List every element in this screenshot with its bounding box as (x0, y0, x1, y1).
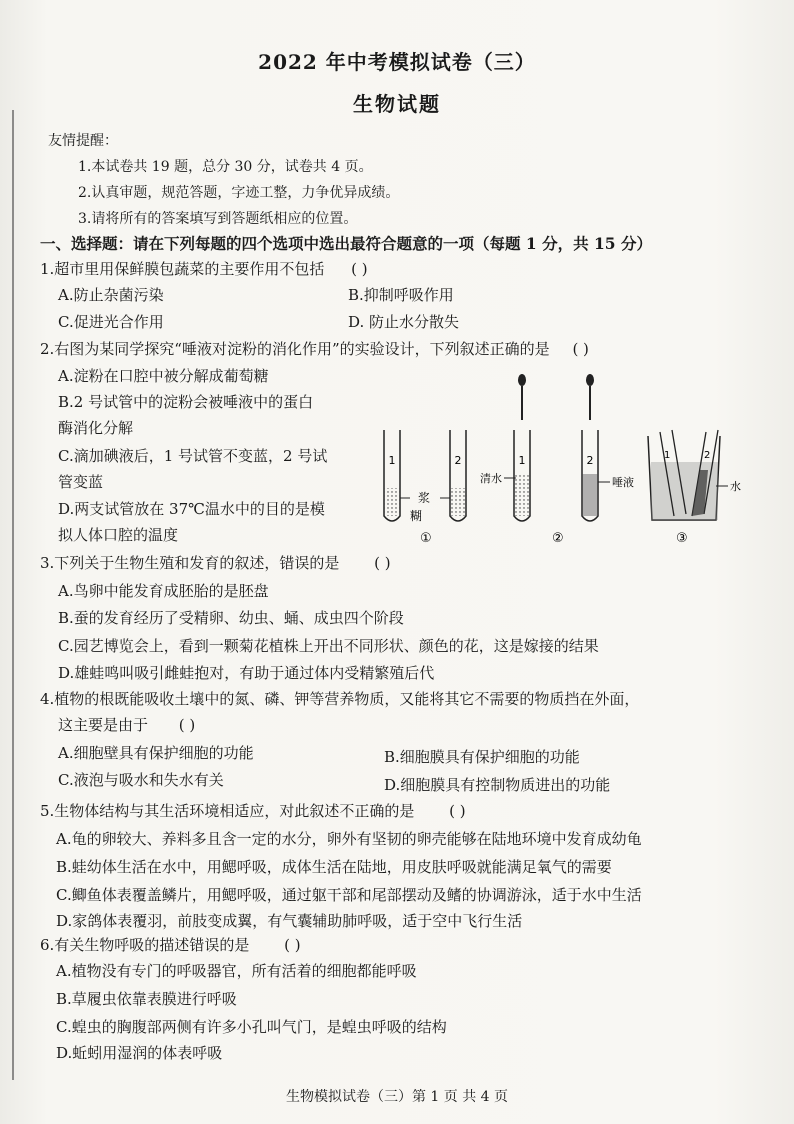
dropper-step2-tube2 (586, 374, 594, 420)
test-tube-2-step1 (450, 430, 466, 521)
question-text: 5.生物体结构与其生活环境相适应，对此叙述不正确的是 (40, 802, 415, 820)
q2-option-d-cont: 拟人体口腔的温度 (58, 526, 179, 544)
q2-option-d: D.两支试管放在 37℃温水中的目的是模 (58, 500, 325, 518)
q2-option-a: A.淀粉在口腔中被分解成葡萄糖 (58, 367, 269, 385)
q3-option-a: A.鸟卵中能发育成胚胎的是胚盘 (58, 582, 269, 600)
q4-option-a: A.细胞壁具有保护细胞的功能 (58, 744, 254, 762)
tube-number: 2 (586, 454, 594, 467)
exam-title: 2022 年中考模拟试卷（三） (258, 50, 536, 74)
label-water: 清水 (480, 472, 502, 485)
q2-option-c-cont: 管变蓝 (58, 473, 104, 491)
section-heading: 一、选择题：请在下列每题的四个选项中选出最符合题意的一项（每题 1 分，共 15 分） (40, 234, 652, 253)
experiment-figure (370, 370, 750, 550)
answer-parenthesis: ( ) (284, 936, 301, 954)
label-paste: 糊 (410, 509, 423, 523)
q6-option-d: D.蚯蚓用湿润的体表呼吸 (56, 1044, 223, 1062)
tube-number: 1 (388, 454, 396, 467)
q1-option-a: A.防止杂菌污染 (58, 286, 164, 304)
q5-option-d: D.家鸽体表覆羽，前肢变成翼，有气囊辅助肺呼吸，适于空中飞行生活 (56, 912, 523, 930)
tube-number: 1 (664, 450, 671, 461)
label-saliva: 唾液 (612, 476, 634, 489)
q1-option-d: D. 防止水分散失 (348, 313, 460, 331)
page-footer: 生物模拟试卷（三）第 1 页 共 4 页 (285, 1089, 509, 1105)
question-1-stem (40, 258, 368, 279)
q4-option-c: C.液泡与吸水和失水有关 (58, 771, 224, 789)
question-text: 6.有关生物呼吸的描述错误的是 (40, 936, 250, 954)
label-paste: 浆 (418, 491, 431, 505)
question-3-stem (40, 552, 391, 573)
q2-option-c: C.滴加碘液后，1 号试管不变蓝，2 号试 (58, 447, 328, 465)
answer-parenthesis: ( ) (449, 802, 466, 820)
q5-option-b: B.蛙幼体生活在水中，用鳃呼吸，成体生活在陆地，用皮肤呼吸就能满足氧气的需要 (56, 858, 612, 876)
q5-option-c: C.鲫鱼体表覆盖鳞片，用鳃呼吸，通过躯干部和尾部摆动及鳍的协调游泳，适于水中生活 (56, 886, 642, 904)
q5-option-a: A.龟的卵较大、养料多且含一定的水分，卵外有坚韧的卵壳能够在陆地环境中发育成幼龟 (56, 830, 642, 848)
binding-edge-line (12, 110, 14, 1080)
q3-option-d: D.雄蛙鸣叫吸引雌蛙抱对，有助于通过体内受精繁殖后代 (58, 664, 435, 682)
exam-subtitle: 生物试题 (353, 92, 441, 116)
answer-parenthesis: ( ) (572, 340, 589, 358)
step-1-marker: ① (420, 531, 432, 546)
water-bath-beaker (648, 430, 741, 520)
q4-option-b: B.细胞膜具有保护细胞的功能 (384, 748, 580, 766)
notes-heading: 友情提醒： (48, 133, 118, 149)
q3-option-c: C.园艺博览会上，看到一颗菊花植株上开出不同形状、颜色的花，这是嫁接的结果 (58, 637, 599, 655)
q6-option-b: B.草履虫依靠表膜进行呼吸 (56, 990, 237, 1008)
q6-option-c: C.蝗虫的胸腹部两侧有许多小孔叫气门，是蝗虫呼吸的结构 (56, 1018, 447, 1036)
dropper-step2-tube1 (518, 374, 526, 420)
question-6-stem (40, 934, 301, 955)
q1-option-b: B.抑制呼吸作用 (348, 286, 454, 304)
q6-option-a: A.植物没有专门的呼吸器官，所有活着的细胞都能呼吸 (56, 962, 417, 980)
question-text: 2.右图为某同学探究“唾液对淀粉的消化作用”的实验设计，下列叙述正确的是 (40, 340, 550, 358)
notes-item: 1.本试卷共 19 题，总分 30 分，试卷共 4 页。 (78, 159, 373, 175)
question-4-stem-cont (58, 714, 195, 735)
tube-number: 2 (704, 450, 711, 461)
answer-parenthesis: ( ) (351, 260, 368, 278)
q2-option-b: B.2 号试管中的淀粉会被唾液中的蛋白 (58, 393, 314, 411)
question-4-stem: 4.植物的根既能吸收土壤中的氮、磷、钾等营养物质，又能将其它不需要的物质挡在外面， (40, 690, 640, 708)
test-tube-1-step2 (514, 430, 530, 521)
answer-parenthesis: ( ) (374, 554, 391, 572)
label-warm-water: 水 (730, 480, 741, 493)
tube-number: 1 (518, 454, 526, 467)
test-tube-1-step1 (384, 430, 400, 521)
q3-option-b: B.蚕的发育经历了受精卵、幼虫、蛹、成虫四个阶段 (58, 609, 404, 627)
question-5-stem (40, 800, 466, 821)
notes-item: 2.认真审题，规范答题，字迹工整，力争优异成绩。 (78, 185, 400, 201)
tube-number: 2 (454, 454, 462, 467)
test-tube-2-step2 (582, 430, 598, 521)
step-2-marker: ② (552, 531, 564, 546)
reminder-notes (44, 128, 399, 232)
q1-option-c: C.促进光合作用 (58, 313, 164, 331)
question-text: 1.超市里用保鲜膜包蔬菜的主要作用不包括 (40, 260, 325, 278)
question-text: 这主要是由于 (58, 716, 149, 734)
step-3-marker: ③ (676, 531, 688, 546)
question-2-stem (40, 338, 589, 359)
q4-option-d: D.细胞膜具有控制物质进出的功能 (384, 776, 611, 794)
question-text: 3.下列关于生物生殖和发育的叙述，错误的是 (40, 554, 340, 572)
answer-parenthesis: ( ) (178, 716, 196, 734)
notes-item: 3.请将所有的答案填写到答题纸相应的位置。 (78, 211, 358, 227)
q2-option-b-cont: 酶消化分解 (58, 419, 134, 437)
